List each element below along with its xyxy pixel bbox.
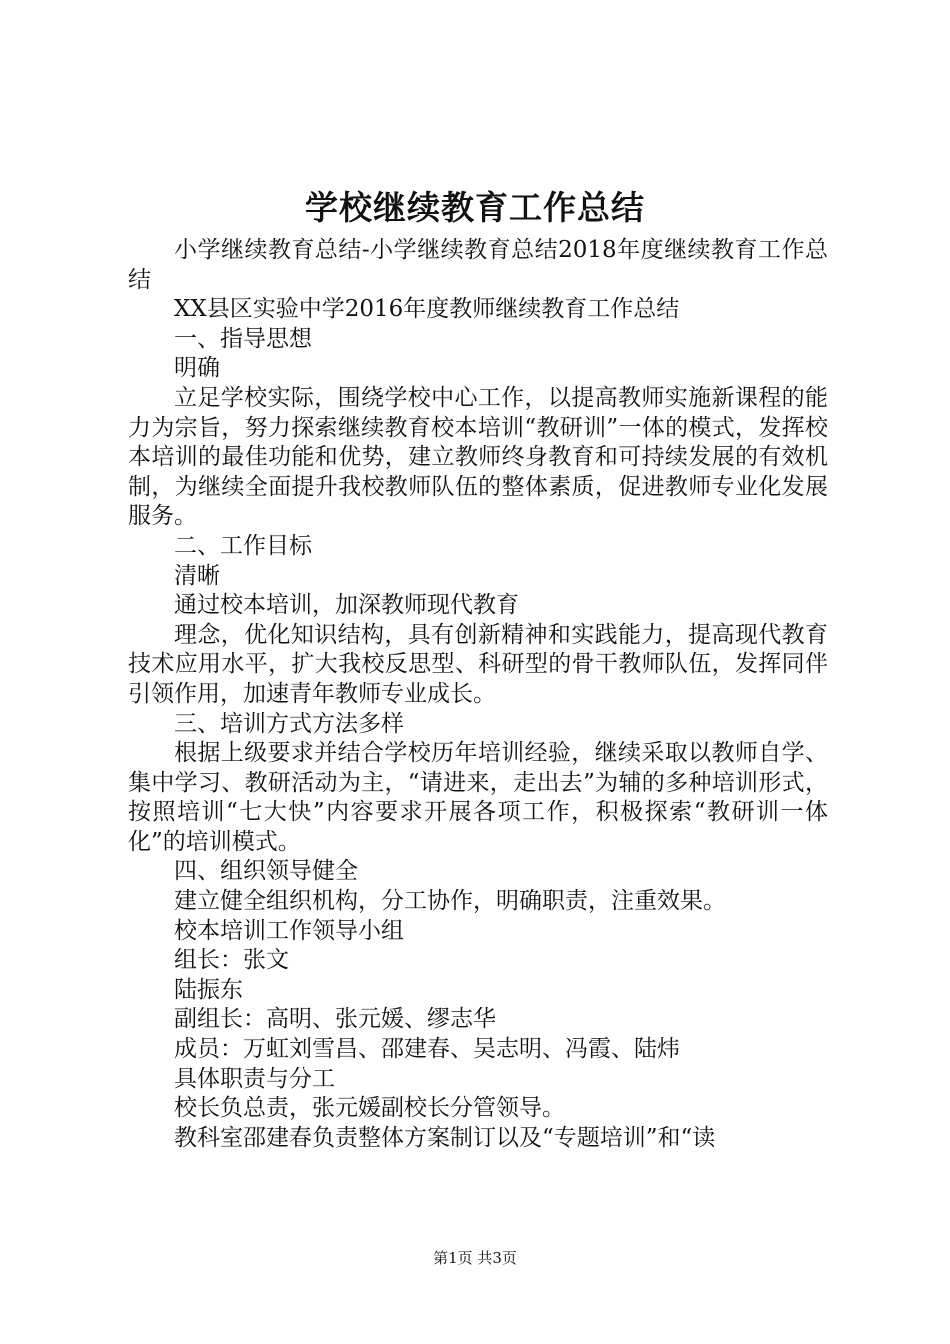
paragraph-1: 小学继续教育总结-小学继续教育总结2018年度继续教育工作总结 <box>128 237 828 293</box>
paragraph-19: 具体职责与分工 <box>174 1065 335 1092</box>
paragraph-5: 立足学校实际，围绕学校中心工作，以提高教师实施新课程的能力为宗旨，努力探索继续教育校本培训“教研训”一体的模式，发挥校本培训的最佳功能和优势，建立教师终身教育和可持续发展的有效机制，为继续全面提升我校教师队伍的整体素质，促进教师专业化发展服务。 <box>128 384 828 530</box>
section-heading-2: 二、工作目标 <box>174 532 312 559</box>
paragraph-13: 建立健全组织机构，分工协作，明确职责，注重效果。 <box>174 888 726 915</box>
paragraph-2: XX县区实验中学2016年度教师继续教育工作总结 <box>174 296 680 323</box>
document-body <box>128 236 828 1153</box>
paragraph-17: 副组长：高明、张元媛、缪志华 <box>174 1006 496 1033</box>
section-heading-4: 四、组织领导健全 <box>174 858 358 885</box>
paragraph-4: 明确 <box>174 355 220 382</box>
paragraph-7: 清晰 <box>174 562 220 589</box>
paragraph-20: 校长负总责，张元媛副校长分管领导。 <box>174 1095 565 1122</box>
document-title: 学校继续教育工作总结 <box>305 188 645 227</box>
paragraph-15: 组长：张文 <box>174 947 289 974</box>
paragraph-8: 通过校本培训，加深教师现代教育 <box>174 592 519 619</box>
paragraph-18: 成员：万虹刘雪昌、邵建春、吴志明、冯霞、陆炜 <box>174 1036 680 1063</box>
section-heading-3: 三、培训方式方法多样 <box>174 710 404 737</box>
section-heading-1: 一、指导思想 <box>174 325 312 352</box>
paragraph-11: 根据上级要求并结合学校历年培训经验，继续采取以教师自学、集中学习、教研活动为主，“请进来，走出去”为辅的多种培训形式，按照培训“七大快”内容要求开展各项工作，积极探索“教研训一体化”的培训模式。 <box>128 740 828 855</box>
page-footer: 第1页 共3页 <box>433 1249 517 1267</box>
paragraph-21: 教科室邵建春负责整体方案制订以及“专题培训”和“读 <box>174 1124 716 1151</box>
paragraph-16: 陆振东 <box>174 976 243 1003</box>
paragraph-9: 理念，优化知识结构，具有创新精神和实践能力，提高现代教育技术应用水平，扩大我校反思型、科研型的骨干教师队伍，发挥同伴引领作用，加速青年教师专业成长。 <box>128 621 828 707</box>
paragraph-14: 校本培训工作领导小组 <box>174 917 404 944</box>
